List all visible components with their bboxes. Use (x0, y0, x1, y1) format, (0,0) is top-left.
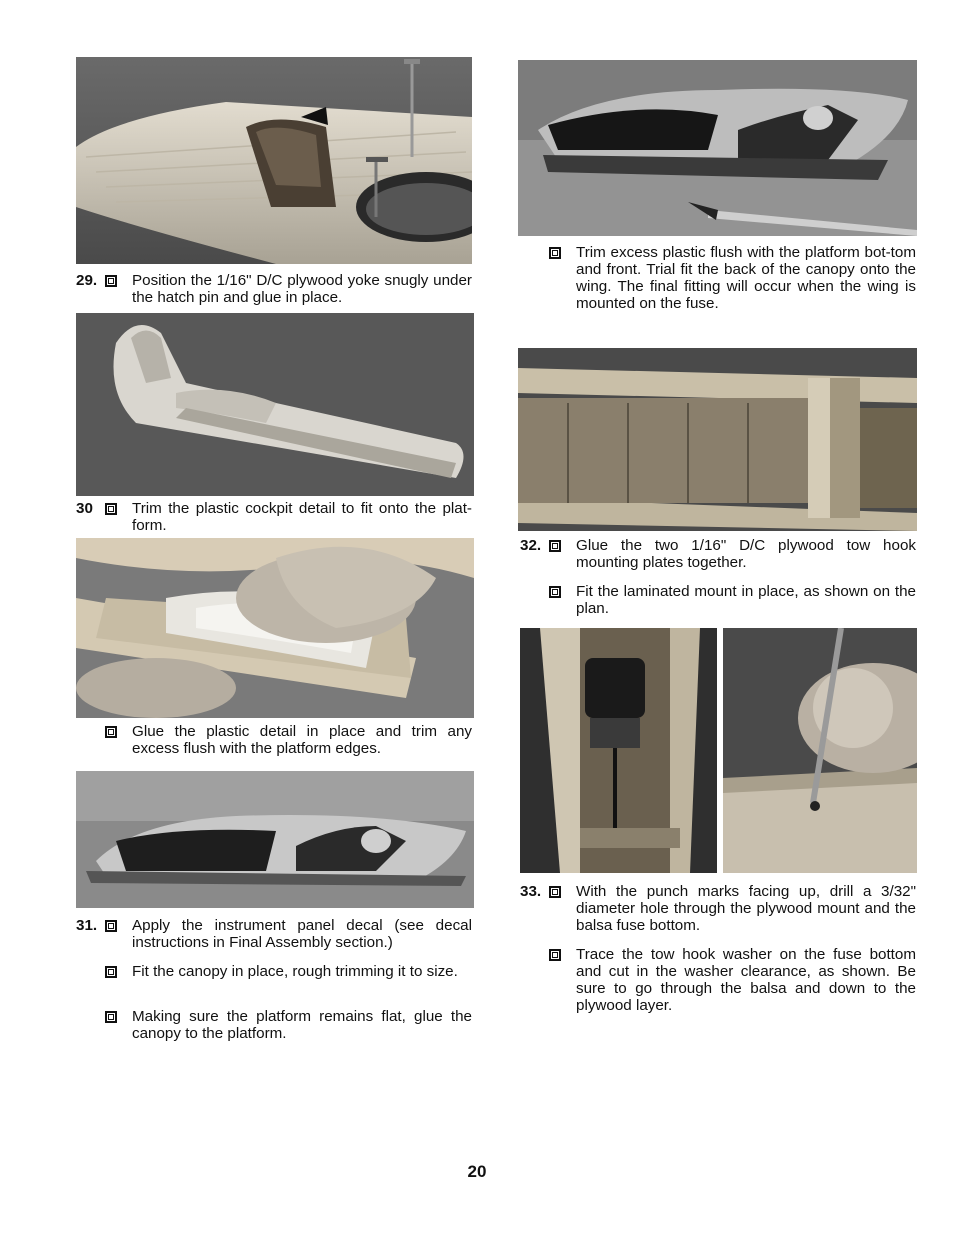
page-number: 20 (467, 1162, 487, 1181)
step-text: Trim the plastic cockpit detail to fit onto the plat-form. (132, 500, 472, 534)
checkbox-icon[interactable] (105, 503, 117, 515)
checkbox-icon[interactable] (549, 247, 561, 259)
checkbox-icon[interactable] (549, 586, 561, 598)
checkbox-icon[interactable] (549, 886, 561, 898)
step-text: With the punch marks facing up, drill a 3/32" diameter hole through the plywood mount and the balsa fuse bottom. (576, 883, 916, 934)
checkbox-icon[interactable] (105, 920, 117, 932)
checkbox-icon[interactable] (105, 1011, 117, 1023)
checkbox-icon[interactable] (105, 275, 117, 287)
step-text: Trace the tow hook washer on the fuse bottom and cut in the washer clearance, as shown. Be sure to go through the balsa and down to the plywood layer. (576, 946, 916, 1014)
step-text: Fit the canopy in place, rough trimming it to size. (132, 963, 458, 980)
tow-hook-plates-photo (518, 348, 917, 531)
punch-marks-photo (723, 628, 917, 873)
step-text: Making sure the platform remains flat, glue the canopy to the platform. (132, 1008, 472, 1042)
step-text: Trim excess plastic flush with the platform bot-tom and front. Trial fit the back of the canopy onto the wing. The final fitting will occur when the wing is mounted on the fuse. (576, 244, 916, 312)
checkbox-icon[interactable] (105, 966, 117, 978)
drill-hole-photo (520, 628, 717, 873)
step-text: Position the 1/16" D/C plywood yoke snugly under the hatch pin and glue in place. (132, 272, 472, 306)
step-number: 29. (76, 272, 98, 289)
checkbox-icon[interactable] (549, 540, 561, 552)
wing-hatch-yoke-photo (76, 57, 472, 264)
trim-canopy-photo (518, 60, 917, 236)
checkbox-icon[interactable] (549, 949, 561, 961)
step-text: Fit the laminated mount in place, as shown on the plan. (576, 583, 916, 617)
cockpit-detail-photo (76, 313, 474, 496)
step-text: Glue the two 1/16" D/C plywood tow hook mounting plates together. (576, 537, 916, 571)
step-number: 32. (520, 537, 542, 554)
glue-detail-photo (76, 538, 474, 718)
step-number: 30 (76, 500, 93, 517)
step-number: 33. (520, 883, 542, 900)
checkbox-icon[interactable] (105, 726, 117, 738)
step-text: Apply the instrument panel decal (see decal instructions in Final Assembly section.) (132, 917, 472, 951)
canopy-platform-photo (76, 771, 474, 908)
step-text: Glue the plastic detail in place and trim any excess flush with the platform edges. (132, 723, 472, 757)
step-number: 31. (76, 917, 98, 934)
